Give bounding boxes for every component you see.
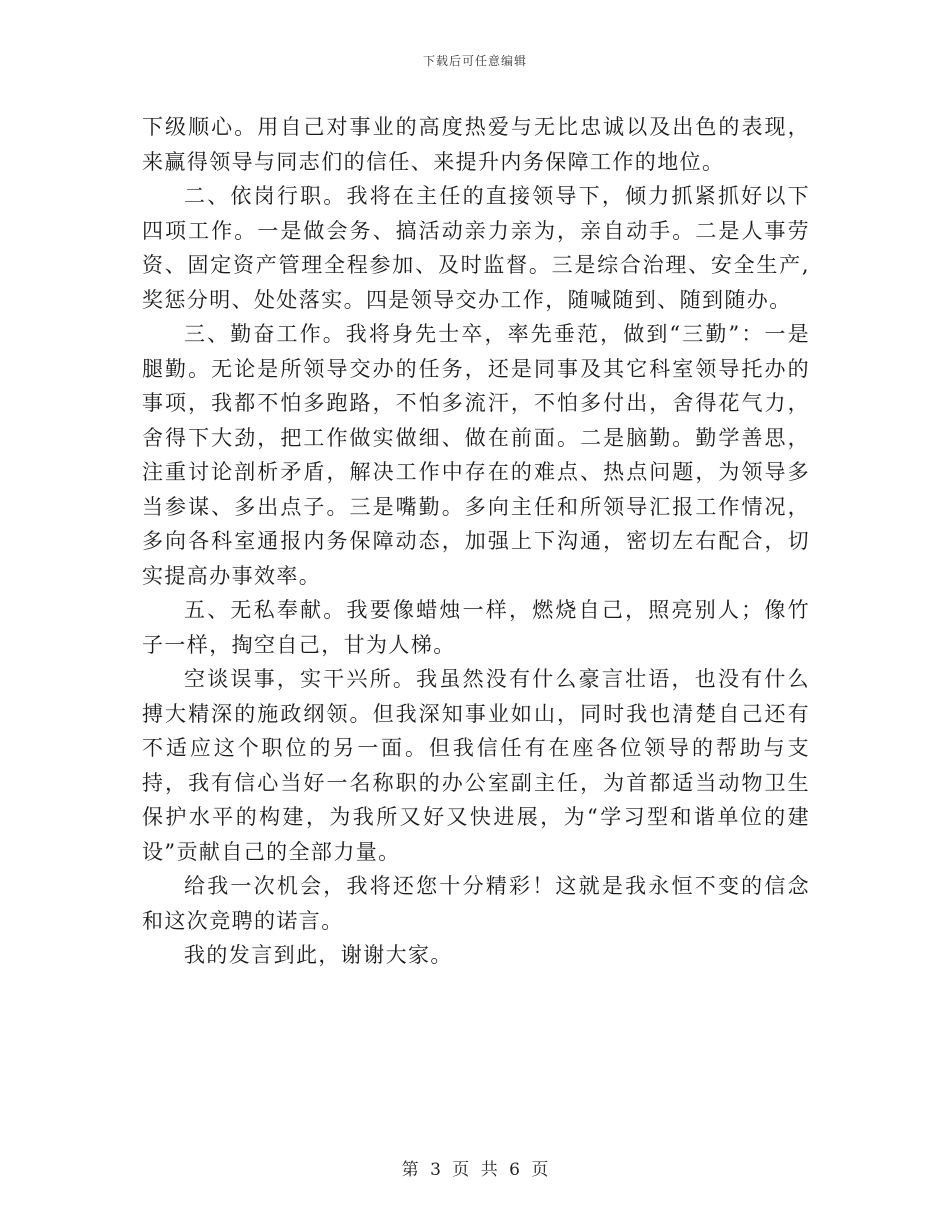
paragraph-pledge: 给我一次机会，我将还您十分精彩！这就是我永恒不变的信念和这次竞聘的诺言。 (142, 874, 810, 933)
paragraph-section-three: 三、勤奋工作。我将身先士卒，率先垂范，做到“三勤”：一是腿勤。无论是所领导交办的任务，还是同事及其它科室领导托办的事项，我都不怕多跑路，不怕多流汗，不怕多付出，舍得花气力，舍得下大劲，把工作做实做细、做在前面。二是脑勤。勤学善思，注重讨论剖析矛盾，解决工作中存在的难点、热点问题，为领导多当参谋、多出点子。三是嘴勤。多向主任和所领导汇报工作情况，多向各科室通报内务保障动态，加强上下沟通，密切左右配合，切实提高办事效率。 (142, 322, 810, 588)
page-number: 第 3 页 共 6 页 (401, 1160, 549, 1180)
paragraph-section-five: 五、无私奉献。我要像蜡烛一样，燃烧自己，照亮别人；像竹子一样，掏空自己，甘为人梯。 (142, 598, 810, 657)
page-header-note: 下载后可任意编辑 (422, 54, 527, 68)
paragraph-closing: 我的发言到此，谢谢大家。 (184, 943, 453, 967)
document-body (142, 110, 810, 973)
paragraph-commitment: 空谈误事，实干兴所。我虽然没有什么豪言壮语，也没有什么搏大精深的施政纲领。但我深知事业如山，同时我也清楚自己还有不适应这个职位的另一面。但我信任有在座各位领导的帮助与支持，我有信心当好一名称职的办公室副主任，为首都适当动物卫生保护水平的构建，为我所又好又快进展，为“学习型和谐单位的建设”贡献自己的全部力量。 (142, 667, 810, 864)
paragraph-section-two: 二、依岗行职。我将在主任的直接领导下，倾力抓紧抓好以下四项工作。一是做会务、搞活动亲力亲为，亲自动手。二是人事劳资、固定资产管理全程参加、及时监督。三是综合治理、安全生产,奖惩分明、处处落实。四是领导交办工作，随喊随到、随到随办。 (142, 184, 810, 312)
paragraph-continuation: 下级顺心。用自己对事业的高度热爱与无比忠诚以及出色的表现，来赢得领导与同志们的信任、来提升内务保障工作的地位。 (142, 115, 810, 174)
